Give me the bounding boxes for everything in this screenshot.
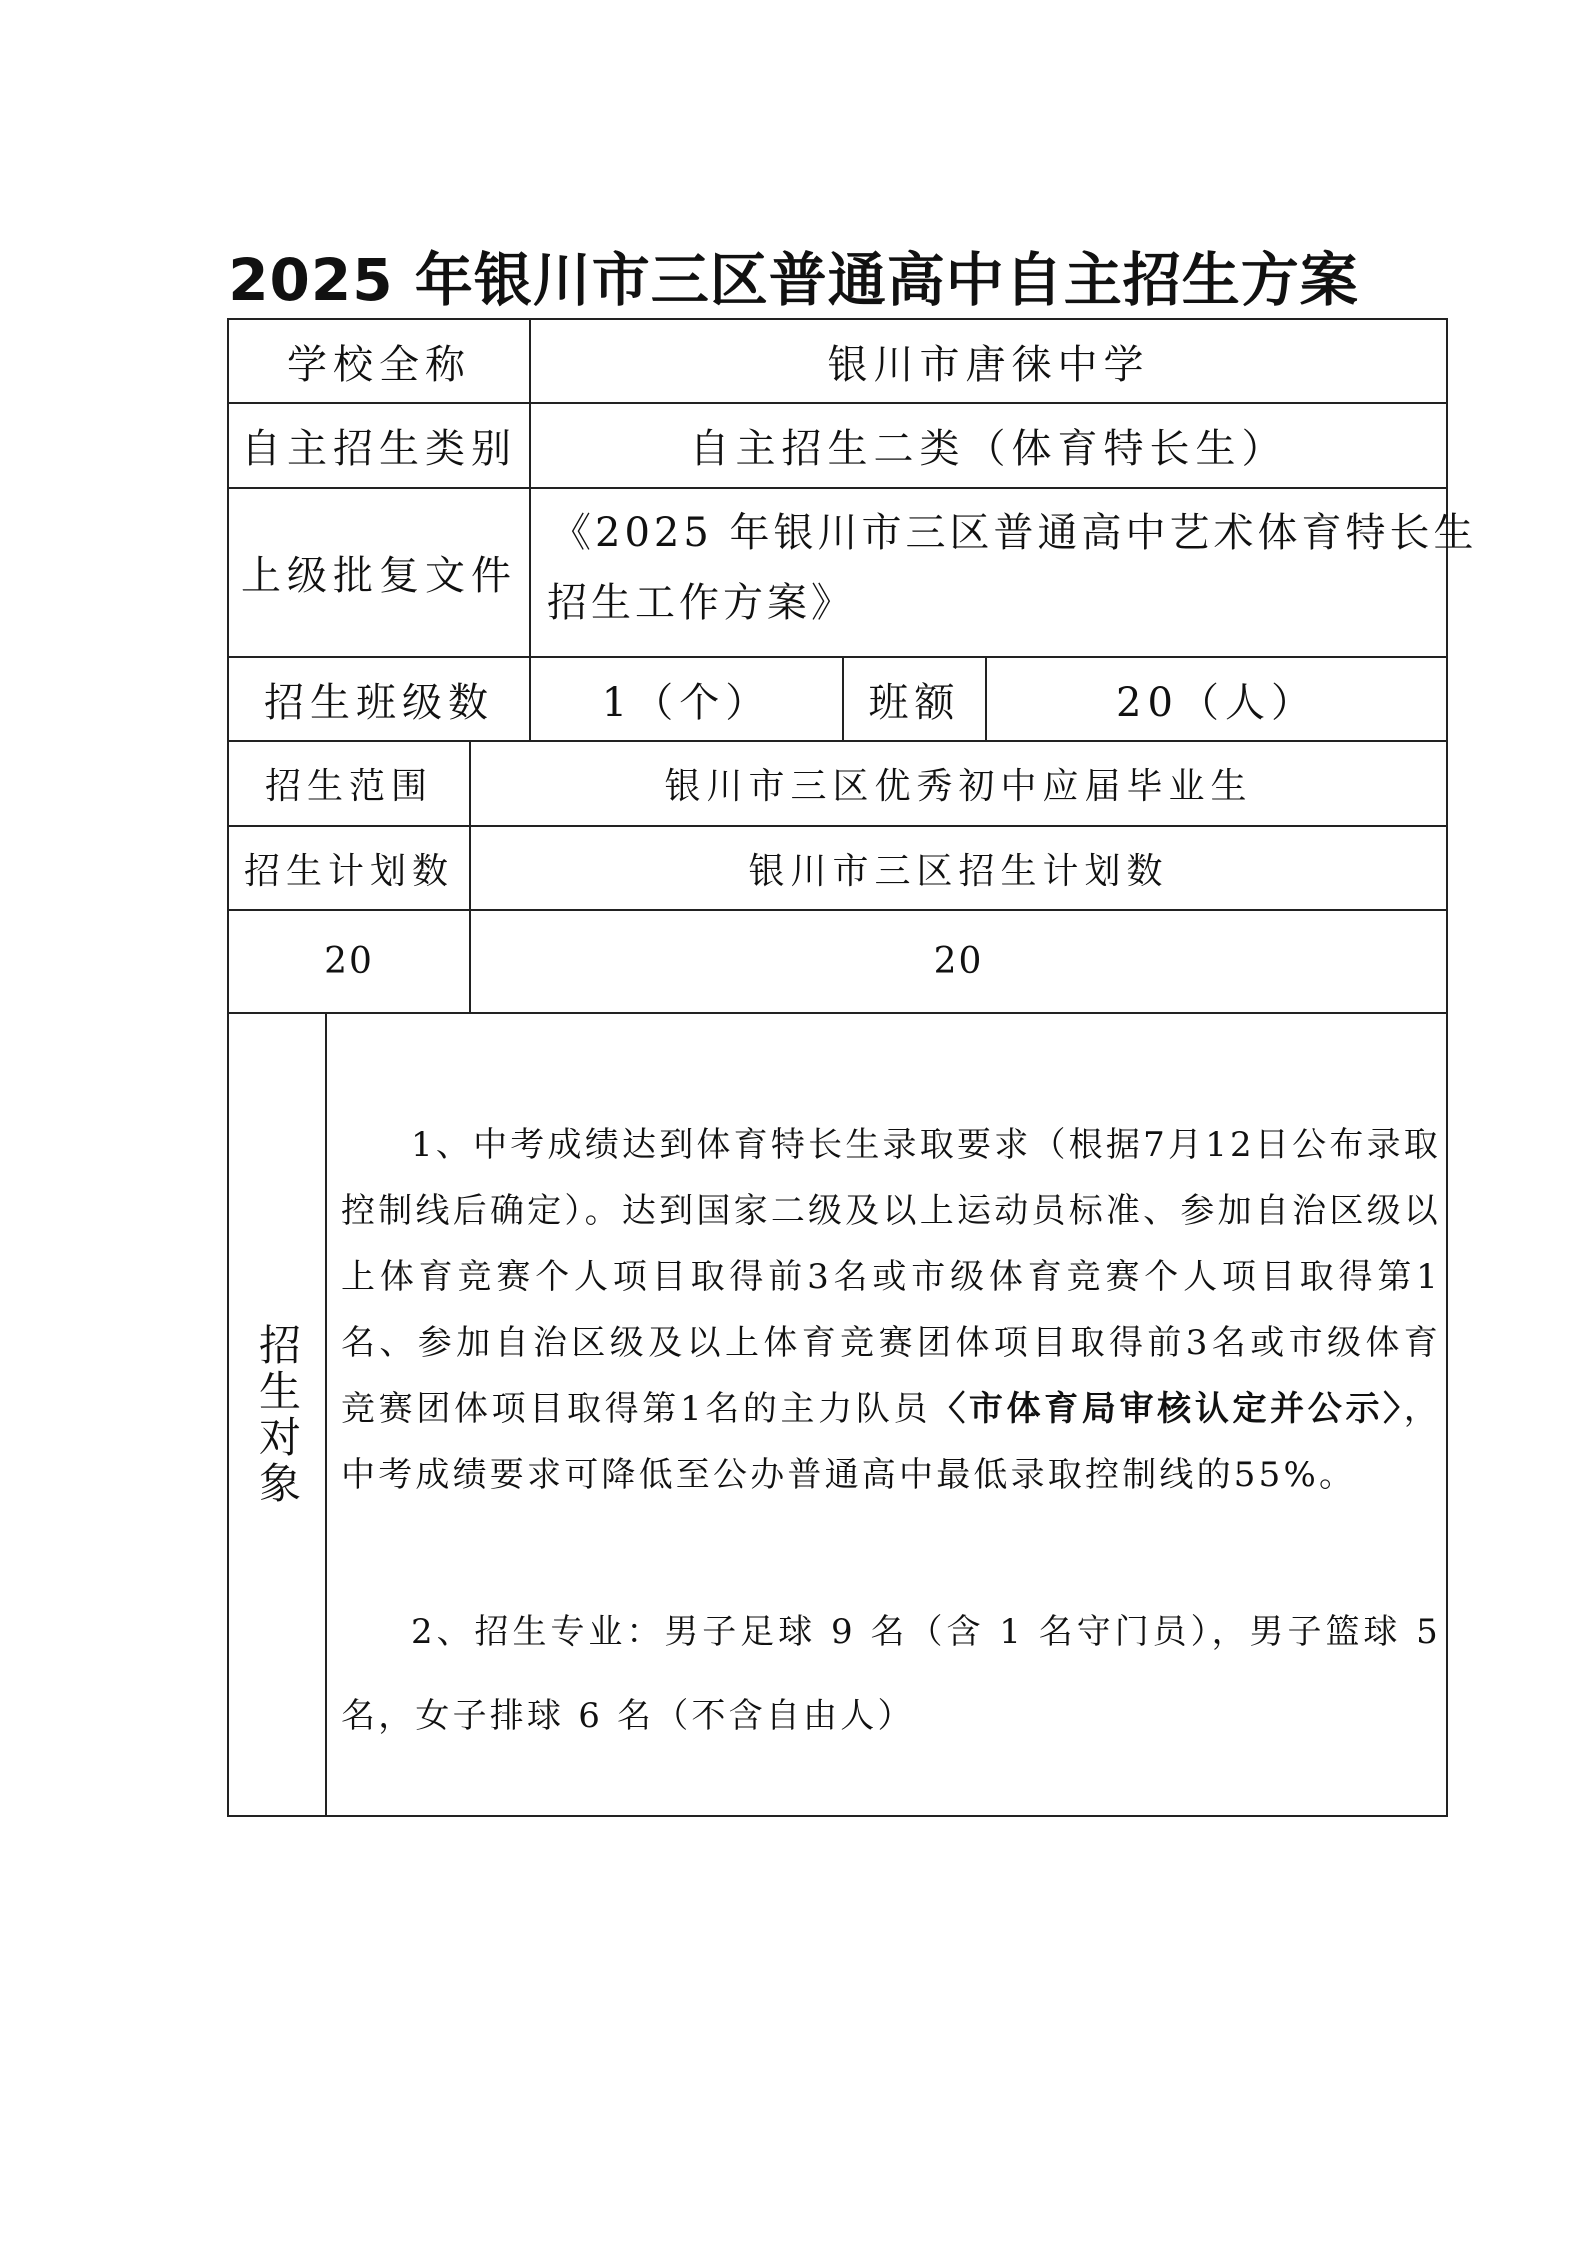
class-size-value: 20（人） xyxy=(1116,679,1317,726)
plan-label: 招生计划数 xyxy=(243,850,454,892)
page-title: 2025 年银川市三区普通高中自主招生方案 xyxy=(228,246,1359,314)
scope-value: 银川市三区优秀初中应届毕业生 xyxy=(664,766,1253,807)
target-label: 招生对象 xyxy=(253,1322,302,1507)
requirement-paragraph-2 xyxy=(341,1590,1441,1758)
scope-label: 招生范围 xyxy=(264,766,433,807)
requirement-paragraph-1 xyxy=(341,1112,1441,1508)
class-size-label: 班额 xyxy=(868,679,961,726)
plan-total-value: 20 xyxy=(324,941,374,982)
class-count-value: 1（个） xyxy=(601,679,772,726)
category-value: 自主招生二类（体育特长生） xyxy=(689,426,1288,472)
requirement-1-tail: ，中考成绩要求可降低至公办普通高中最低录取控制线的55%。 xyxy=(341,1389,1441,1495)
table-rule xyxy=(227,1012,1448,1014)
plan-three-districts-value: 20 xyxy=(933,941,984,982)
table-column-rule xyxy=(325,1012,327,1815)
requirement-1-bold-note: 〈市体育局审核认定并公示〉 xyxy=(931,1389,1404,1429)
school-name-value: 银川市唐徕中学 xyxy=(827,341,1150,388)
approval-document-label: 上级批复文件 xyxy=(241,553,517,599)
plan-header: 银川市三区招生计划数 xyxy=(748,850,1169,892)
requirement-1-text: 1、中考成绩达到体育特长生录取要求（根据7月12日公布录取控制线后确定）。达到国家二级及以上运动员标准、参加自治区级以上体育竞赛个人项目取得前3名或市级体育竞赛个人项目取得第1名、参加自治区级及以上体育竞赛团体项目取得前3名或市级体育竞赛团体项目取得第1名的主力队员 xyxy=(341,1125,1441,1429)
approval-document-line-1: 《2025 年银川市三区普通高中艺术体育特长生 xyxy=(551,510,1478,556)
table-border-bottom xyxy=(227,1815,1448,1817)
school-name-label: 学校全称 xyxy=(287,341,471,388)
category-label: 自主招生类别 xyxy=(241,426,517,472)
class-count-label: 招生班级数 xyxy=(264,679,494,726)
approval-document-line-2: 招生工作方案》 xyxy=(547,580,855,626)
approval-document-value xyxy=(531,489,1478,656)
requirement-2-text: 2、招生专业：男子足球 9 名（含 1 名守门员），男子篮球 5 名，女子排球 6 名（不含自由人） xyxy=(341,1612,1441,1736)
